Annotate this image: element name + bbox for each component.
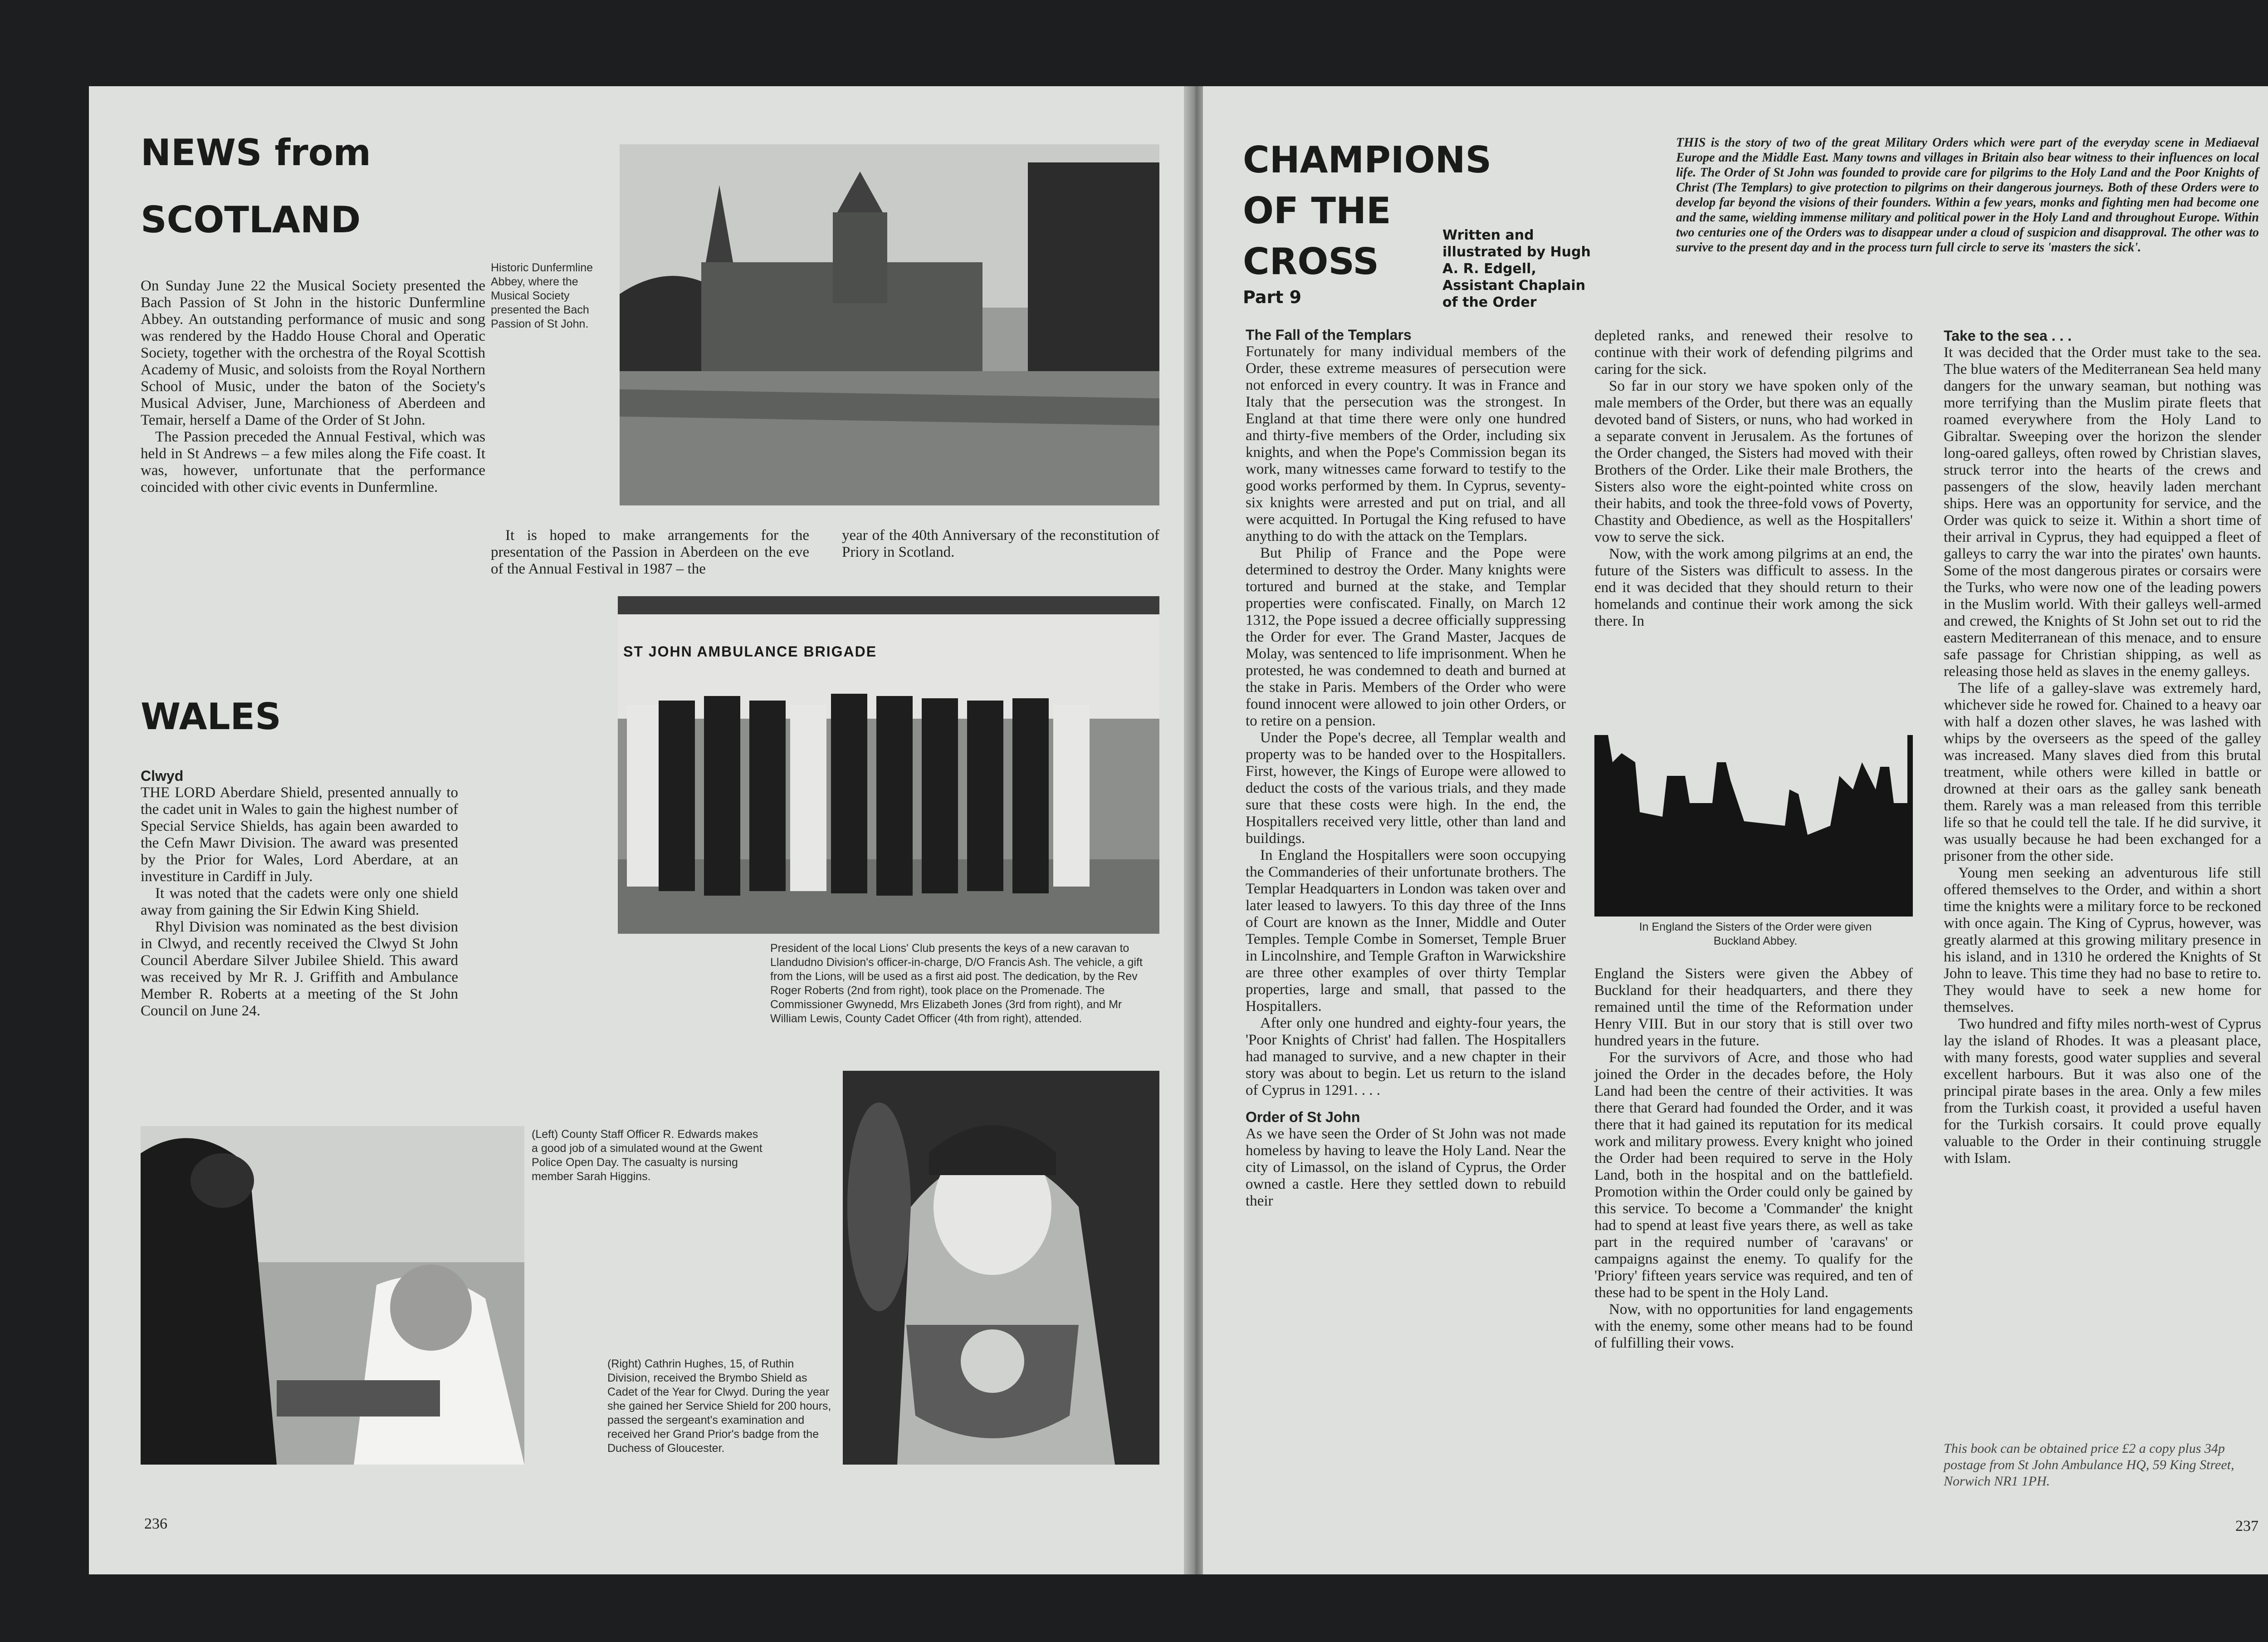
section-heading: Take to the sea . . . xyxy=(1944,328,2072,344)
article-paragraph: So far in our story we have spoken only of the male members of the Order, but there was an equally devoted band of Sisters, or nuns, who had worked in a separate convent in Jerusalem. As the fortunes of the Order changed, the Sisters had moved with their Brothers of the Order. Like their male Brothers, the Sisters also wore the eight-pointed white cross on their habits, and took the three-fold vows of Poverty, Chastity and Obedience, as well as the Hospitallers' vow to serve the sick. xyxy=(1594,378,1913,545)
buckland-abbey-silhouette xyxy=(1594,735,1913,917)
title-line: OF THE xyxy=(1243,190,1391,232)
champions-col3 xyxy=(1944,328,2261,1167)
page-number-left: 236 xyxy=(144,1515,167,1532)
scotland-article-col2 xyxy=(491,527,809,578)
article-paragraph: Under the Pope's decree, all Templar wealth and property was to be handed over to the Hospitallers. First, however, the Kings of Europe were allowed to deduct the costs of the various trials, and they made sure that these costs were high. In the end, the Hospitallers received very little, other than land and buildings. xyxy=(1246,730,1566,847)
wales-paragraph: It was noted that the cadets were only one shield away from gaining the Sir Edwin King Shield. xyxy=(141,885,458,918)
article-paragraph: Two hundred and fifty miles north-west of Cyprus lay the island of Rhodes. It was a pleasant place, with many forests, good water supplies and several excellent harbours. But it was also one of the principal pirate bases in the area. Only a few miles from the Turkish coast, it provided a useful haven for the Turkish corsairs. It could prove equally valuable to the Order in their continuing struggle with Islam. xyxy=(1944,1016,2261,1167)
buckland-caption: In England the Sisters of the Order were given Buckland Abbey. xyxy=(1639,921,1872,947)
section-heading: The Fall of the Templars xyxy=(1246,327,1412,343)
gwent-open-day-photo xyxy=(141,1126,524,1465)
lions-club-caption: President of the local Lions' Club presents the keys of a new caravan to Llandudno Division's officer-in-charge, D/O Francis Ash. The vehicle, a gift from the Lions, will be used as a first aid post. The dedication, by the Rev Roger Roberts (2nd from right), took place on the Promenade. The Commissioner Gwynedd, Mrs Elizabeth Jones (3rd from right), and Mr William Lewis, County Cadet Officer (4th from right), attended. xyxy=(770,942,1143,1025)
champions-col2-top xyxy=(1594,328,1913,630)
article-paragraph: The life of a galley-slave was extremely hard, whichever side he rowed for. Chained to a heavy oar with half a dozen other slaves, he was lashed with whips by the overseers as the speed of the galley was increased. Many slaves died from this brutal treatment, while others were killed in battle or drowned at their oars as the galley sank beneath them. Rarely was a man released from this terrible life so that he could tell the tale. If he did survive, it was usually because he had been exchanged for a prisoner from the other side. xyxy=(1944,680,2261,864)
wales-article xyxy=(141,768,458,1020)
article-paragraph: It was decided that the Order must take to the sea. The blue waters of the Mediterranean Sea held many dangers for the unwary seaman, but nothing was more terrifying than the Muslim pirate fleets that roamed everywhere from the Holy Land to Gibraltar. Sweeping over the horizon the slender long-oared galleys, often rowed by Christian slaves, struck terror into the hearts of the crews and passengers of the slow, heavily laden merchant ships. Here was an opportunity for service, and the Order was quick to seize it. Within a short time of their arrival in Cyprus, they had equipped a fleet of galleys to carry the war into the pirates' own haunts. Some of the most dangerous pirates or corsairs were the Turks, who were now one of the leading powers in the Muslim world. With their galleys well-armed and crewed, the Knights of St John set out to rid the eastern Mediterranean of this menace, and to ensure safe passage for Christian shipping, as well as releasing those held as slaves in the enemy galleys. xyxy=(1944,344,2261,680)
article-paragraph: Young men seeking an adventurous life still offered themselves to the Order, and within a short time the knights were a military force to be reckoned with once again. The King of Cyprus, however, was greatly alarmed at this growing military presence in his island, and in 1310 he ordered the Knights of St John to leave. This time they had no base to retire to. They would have to seek a new home for themselves. xyxy=(1944,865,2261,1015)
page-number-right: 237 xyxy=(2235,1518,2258,1534)
scotland-article-col1 xyxy=(141,278,485,496)
article-paragraph: depleted ranks, and renewed their resolve to continue with their work of defending pilgrims and caring for the sick. xyxy=(1594,328,1913,377)
edwards-caption: (Left) County Staff Officer R. Edwards makes a good job of a simulated wound at the Gwent Police Open Day. The casualty is nursing member Sarah Higgins. xyxy=(532,1128,763,1183)
title-line: CROSS xyxy=(1243,240,1379,283)
abbey-caption: Historic Dunfermline Abbey, where the Musical Society presented the Bach Passion of St John. xyxy=(491,261,593,330)
dunfermline-abbey-photo xyxy=(620,144,1159,505)
scotland-paragraph: The Passion preceded the Annual Festival, which was held in St Andrews – a few miles along the Fife coast. It was, however, unfortunate that the performance coincided with other civic events in Dunfermline. xyxy=(141,429,485,495)
article-paragraph: England the Sisters were given the Abbey of Buckland for their headquarters, and there they remained until the time of the Reformation under Henry VIII. But in our story that is still over two hundred years in the future. xyxy=(1594,966,1913,1049)
section-heading: Order of St John xyxy=(1246,1109,1360,1125)
article-paragraph: Now, with no opportunities for land engagements with the enemy, some other means had to be found of fulfilling their vows. xyxy=(1594,1301,1913,1351)
article-paragraph: As we have seen the Order of St John was not made homeless by having to leave the Holy Land. Near the city of Limassol, on the island of Cyprus, the Order owned a castle. Here they settled down to rebuild their xyxy=(1246,1126,1566,1209)
scotland-paragraph: year of the 40th Anniversary of the reconstitution of Priory in Scotland. xyxy=(842,527,1159,560)
hughes-caption: (Right) Cathrin Hughes, 15, of Ruthin Division, received the Brymbo Shield as Cadet of the Year for Clwyd. During the year she gained her Service Shield for 200 hours, passed the sergeant's examination and received her Grand Prior's badge from the Duchess of Gloucester. xyxy=(607,1358,831,1455)
wales-subhead: Clwyd xyxy=(141,768,184,784)
article-paragraph: For the survivors of Acre, and those who had joined the Order in the decades before, the Holy Land had been the centre of their activities. It was there that Gerard had founded the Order, and it was there that it had gained its reputation for its medical work and military prowess. Every knight who joined the Order had been required to serve in the Holy Land, both in the hospital and on the battlefield. Promotion within the Order could only be gained by this service. To become a 'Commander' the knight had to spend at least five years there, as well as take part in the required number of 'caravans' or campaigns against the enemy. To qualify for the 'Priory' fifteen years service was required, and ten of these had to be spent in the Holy Land. xyxy=(1594,1049,1913,1301)
series-intro: THIS is the story of two of the great Military Orders which were part of the everyday scene in Mediaeval Europe and the Middle East. Many towns and villages in Britain also bear witness to their influences on local life. The Order of St John was founded to provide care for pilgrims to the Holy Land and the Poor Knights of Christ (The Templars) to give protection to pilgrims on their dangerous journeys. Both of these Orders were to develop far beyond the visions of their founders. Within a few years, monks and fighting men had become one and the same, wielding immense military and political power in the Holy Land and throughout Europe. Within two centuries one of the Orders was to disappear under a cloud of suspicion and disapproval. The other was to survive to the present day and in the process turn full circle to serve its 'masters the sick'. xyxy=(1676,136,2259,255)
ambulance-caravan-photo xyxy=(618,596,1159,934)
champions-col2-bottom xyxy=(1594,966,1913,1352)
ambulance-brigade-sign: ST JOHN AMBULANCE BRIGADE xyxy=(623,643,877,660)
news-title-line1: NEWS from xyxy=(141,132,371,174)
wales-title: WALES xyxy=(141,696,281,738)
article-paragraph: Fortunately for many individual members of the Order, these extreme measures of persecution were not enforced in every country. It was in France and Italy that the persecution was the strongest. In England at that time there were only one hundred and thirty-five members of the Order, including six knights, and when the Pope's Commission began its work, many witnesses came forward to testify to the good works performed by them. In Cyprus, seventy-six knights were arrested and put on trial, and all were acquitted. In Portugal the King refused to have anything to do with the attack on the Templars. xyxy=(1246,343,1566,544)
part-number: Part 9 xyxy=(1243,287,1302,307)
wales-paragraph: THE LORD Aberdare Shield, presented annually to the cadet unit in Wales to gain the highest number of Special Service Shields, has again been awarded to the Cefn Mawr Division. The award was presented by the Prior for Wales, Lord Aberdare, at an investiture in Cardiff in July. xyxy=(141,784,458,885)
scotland-paragraph: It is hoped to make arrangements for the presentation of the Passion in Aberdeen on the eve of the Annual Festival in 1987 – the xyxy=(491,527,809,577)
cadet-shield-photo xyxy=(843,1071,1159,1465)
article-paragraph: In England the Hospitallers were soon occupying the Commanderies of their unfortunate brothers. The Templar Headquarters in London was taken over and later leased to lawyers. To this day three of the Inns of Court are known as the Inner, Middle and Outer Temples. Temple Combe in Somerset, Temple Bruer in Lincolnshire, and Temple Grafton in Warwickshire are three other examples of over thirty Templar properties, large and small, that passed to the Hospitallers. xyxy=(1246,847,1566,1015)
news-title-line2: SCOTLAND xyxy=(141,199,361,241)
article-paragraph: But Philip of France and the Pope were determined to destroy the Order. Many knights were tortured and burned at the stake, and Templar properties were confiscated. Finally, on March 12 1312, the Pope issued a decree officially suppressing the Order for ever. The Grand Master, Jacques de Molay, was sentenced to life imprisonment. When he protested, he was condemned to death and burned at the stake in Paris. Members of the Order who were found innocent were allowed to join other Orders, or to retire on a pension. xyxy=(1246,545,1566,729)
scotland-article-col3 xyxy=(842,527,1159,561)
article-paragraph: Now, with the work among pilgrims at an end, the future of the Sisters was difficult to assess. In the end it was decided that they should return to their homelands and continue their work among the sick there. In xyxy=(1594,546,1913,629)
book-offer-note: This book can be obtained price £2 a copy plus 34p postage from St John Ambulance HQ, 59 King Street, Norwich NR1 1PH. xyxy=(1944,1441,2234,1489)
champions-col1 xyxy=(1246,327,1566,1210)
article-paragraph: After only one hundred and eighty-four years, the 'Poor Knights of Christ' had fallen. The Hospitallers had managed to survive, and a new chapter in their story was about to begin. Let us return to the island of Cyprus in 1291. . . . xyxy=(1246,1015,1566,1098)
scotland-paragraph: On Sunday June 22 the Musical Society presented the Bach Passion of St John in the historic Dunfermline Abbey. An outstanding performance of music and song was rendered by the Haddo House Choral and Operatic Society, together with the orchestra of the Royal Scottish Academy of Music, and soloists from the Royal Northern School of Music, under the baton of the Society's Musical Adviser, June, Marchioness of Aberdeen and Temair, herself a Dame of the Order of St John. xyxy=(141,278,485,428)
byline: Written and illustrated by Hugh A. R. Edgell, Assistant Chaplain of the Order xyxy=(1442,227,1591,310)
title-line: CHAMPIONS xyxy=(1243,139,1492,181)
wales-paragraph: Rhyl Division was nominated as the best division in Clwyd, and recently received the Clwyd St John Council Aberdare Silver Jubilee Shield. This award was received by Mr R. J. Griffith and Ambulance Member R. Roberts at a meeting of the St John Council on June 24. xyxy=(141,919,458,1019)
